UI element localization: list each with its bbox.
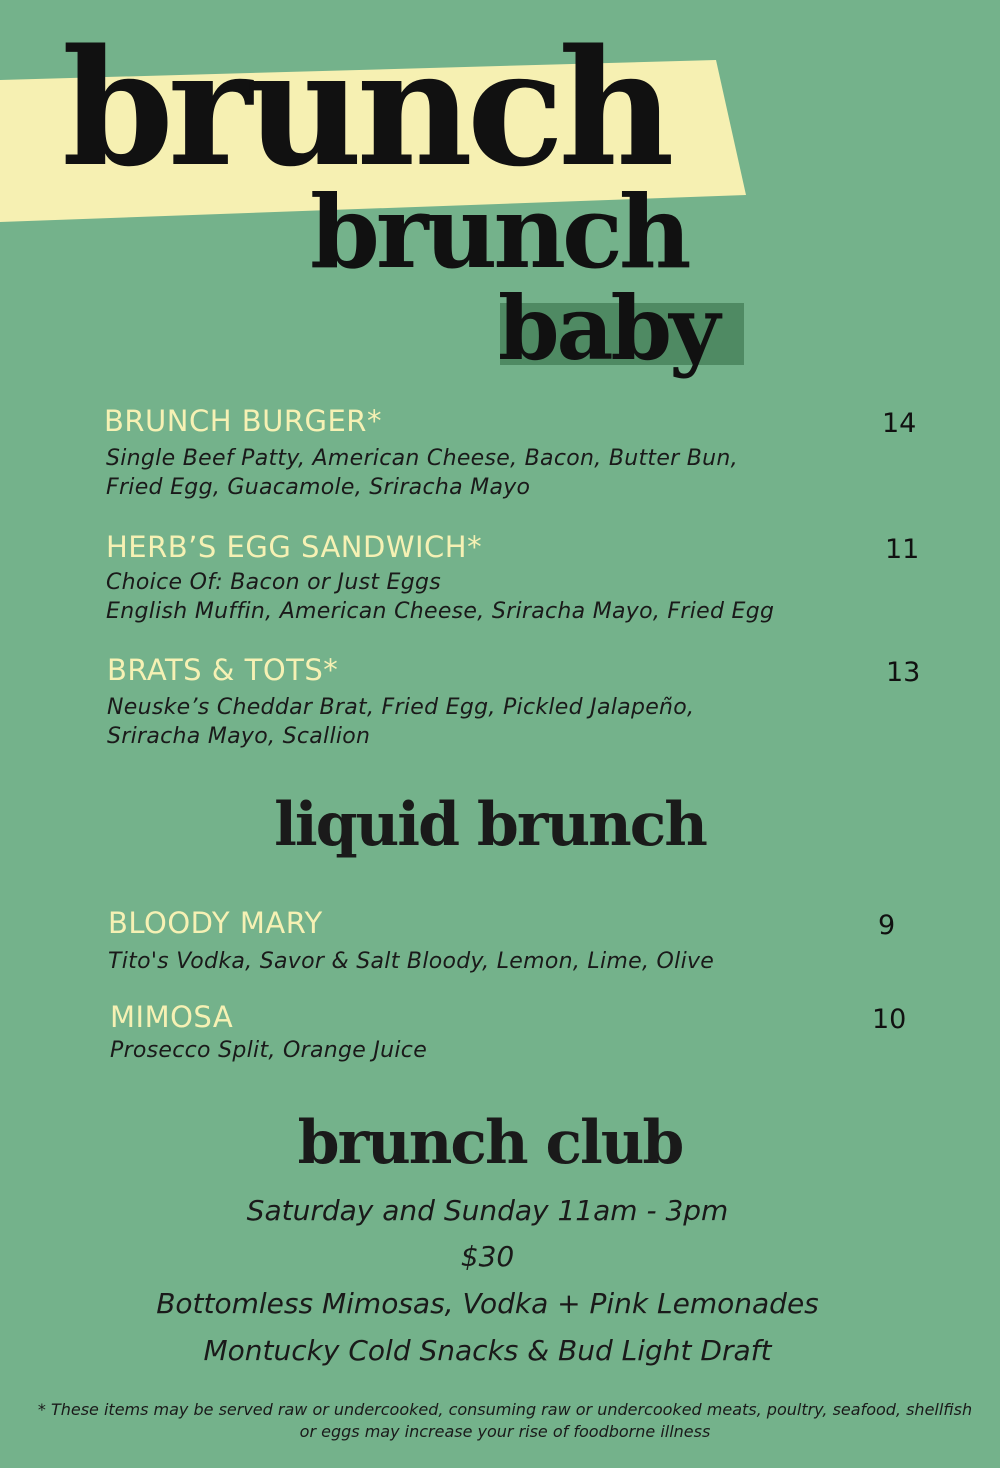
item-name: BRATS & TOTS* [107,653,339,687]
club-price: $30 [460,1240,515,1273]
item-price: 9 [878,910,896,941]
item-description: Sriracha Mayo, Scallion [107,724,371,749]
footnote-line: * These items may be served raw or undercooked, consuming raw or undercooked meats, poultry, seafood, shellfish [37,1400,973,1419]
section-heading-liquid-brunch: liquid brunch [274,790,706,860]
item-description: Tito's Vodka, Savor & Salt Bloody, Lemon, Lime, Olive [108,949,715,974]
item-description: Choice Of: Bacon or Just Eggs [106,570,442,595]
club-hours: Saturday and Sunday 11am - 3pm [246,1194,729,1227]
item-name: BLOODY MARY [108,906,323,940]
item-description: Single Beef Patty, American Cheese, Bacon, Butter Bun, [106,446,738,471]
section-heading-brunch-club: brunch club [297,1108,683,1178]
item-name: BRUNCH BURGER* [104,404,382,438]
item-description: Neuske’s Cheddar Brat, Fried Egg, Pickled Jalapeño, [107,695,695,720]
item-price: 10 [872,1004,907,1035]
item-description: English Muffin, American Cheese, Sriracha Mayo, Fried Egg [106,599,775,624]
item-price: 11 [885,534,920,565]
item-description: Prosecco Split, Orange Juice [110,1038,428,1063]
title-baby: baby [498,276,718,380]
club-offer-line: Montucky Cold Snacks & Bud Light Draft [203,1334,772,1367]
item-price: 13 [886,657,921,688]
club-offer-line: Bottomless Mimosas, Vodka + Pink Lemonades [156,1287,819,1320]
title-brunch-medium: brunch [310,173,688,291]
title-brunch-large: brunch [62,14,669,202]
item-name: MIMOSA [110,1000,234,1034]
item-price: 14 [882,408,917,439]
item-name: HERB’S EGG SANDWICH* [106,530,483,564]
footnote-line: or eggs may increase your rise of foodborne illness [299,1422,711,1441]
item-description: Fried Egg, Guacamole, Sriracha Mayo [106,475,531,500]
